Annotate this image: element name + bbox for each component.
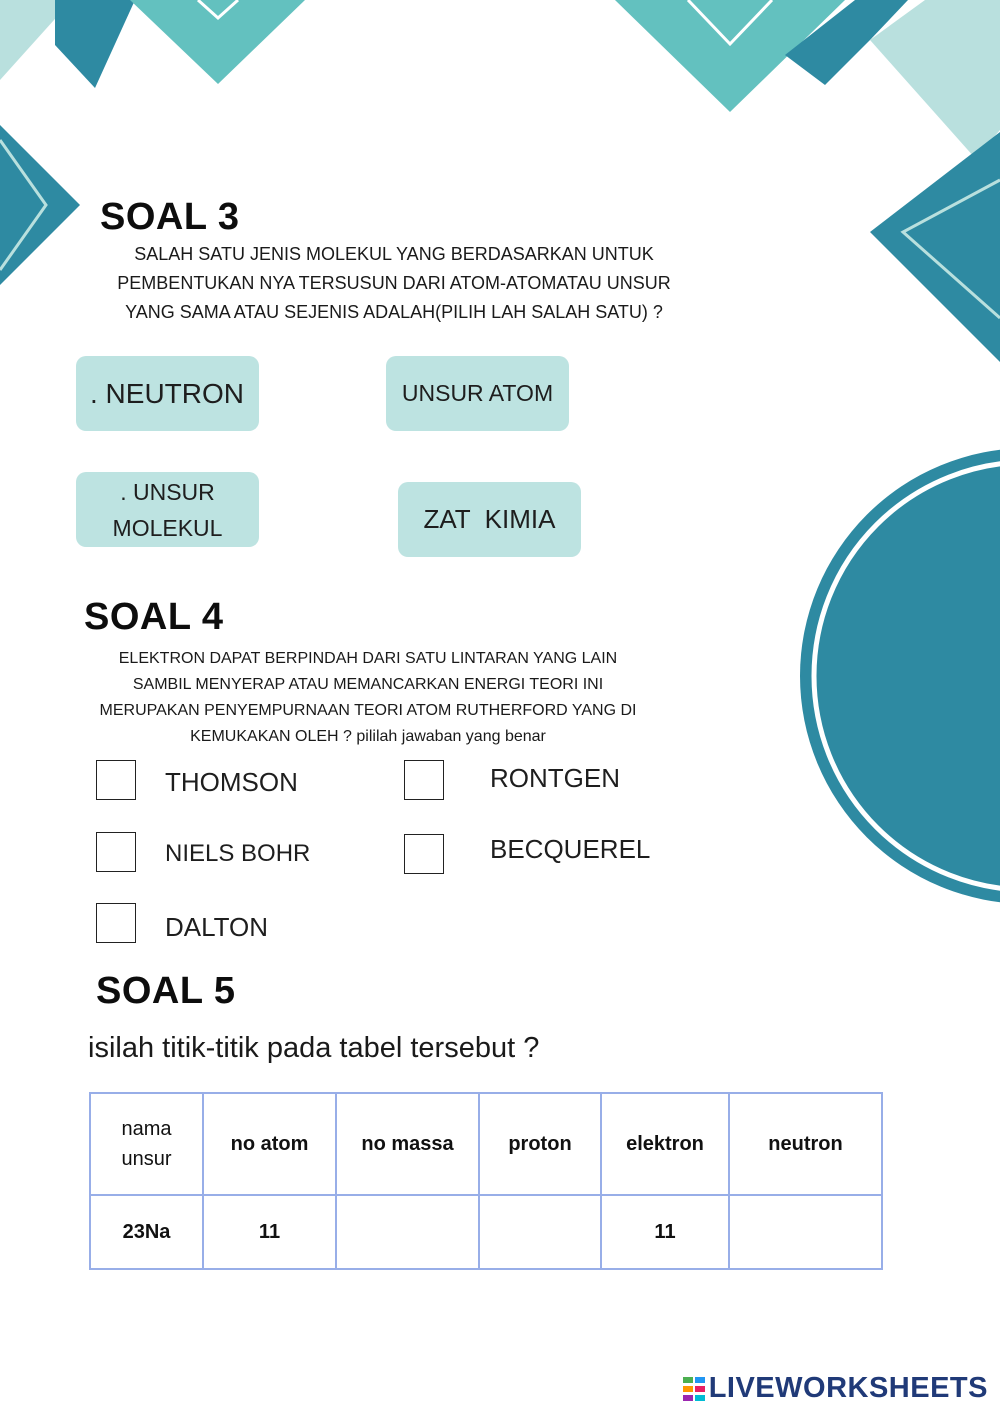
header-nama-unsur bbox=[90, 1093, 203, 1195]
table-row bbox=[90, 1195, 882, 1269]
cell-elektron: 11 bbox=[601, 1195, 729, 1269]
soal3-option-unsur-molekul[interactable] bbox=[76, 472, 259, 547]
soal3-option-zat-kimia[interactable] bbox=[398, 482, 581, 557]
liveworksheets-logo-icon bbox=[683, 1375, 707, 1403]
soal3-heading: SOAL 3 bbox=[100, 196, 240, 238]
soal4-question-line: ELEKTRON DAPAT BERPINDAH DARI SATU LINTARAN YANG LAIN bbox=[118, 650, 618, 667]
soal4-question bbox=[50, 646, 686, 750]
option-label: . NEUTRON bbox=[90, 377, 244, 409]
option-label: ZAT KIMIA bbox=[423, 504, 556, 534]
deco-diamond-top-right-light bbox=[870, 0, 1000, 158]
deco-diamond-right bbox=[870, 132, 1000, 362]
option-label: . UNSUR MOLEKUL bbox=[112, 478, 223, 541]
checkbox-becquerel[interactable] bbox=[404, 834, 444, 874]
header-nama-unsur-label: nama unsur bbox=[121, 1118, 172, 1170]
choice-label-thomson: THOMSON bbox=[165, 767, 298, 797]
table-header-row bbox=[90, 1093, 882, 1195]
header-elektron: elektron bbox=[601, 1093, 729, 1195]
soal4-question-line: KEMUKAKAN OLEH ? pililah jawaban yang benar bbox=[190, 728, 546, 745]
soal3-question-line: YANG SAMA ATAU SEJENIS ADALAH(PILIH LAH SALAH SATU) ? bbox=[125, 302, 663, 322]
choice-label-rontgen: RONTGEN bbox=[490, 763, 620, 793]
checkbox-dalton[interactable] bbox=[96, 903, 136, 943]
checkbox-thomson[interactable] bbox=[96, 760, 136, 800]
soal4-question-line: SAMBIL MENYERAP ATAU MEMANCARKAN ENERGI TEORI INI bbox=[132, 676, 604, 693]
checkbox-rontgen[interactable] bbox=[404, 760, 444, 800]
soal5-instruction: isilah titik-titik pada tabel tersebut ? bbox=[88, 1032, 540, 1064]
soal5-heading: SOAL 5 bbox=[96, 970, 236, 1012]
cell-neutron-input[interactable] bbox=[729, 1195, 882, 1269]
deco-diamond-top-left-dark bbox=[55, 0, 135, 88]
header-no-atom: no atom bbox=[203, 1093, 336, 1195]
liveworksheets-logo bbox=[683, 1372, 988, 1405]
header-neutron: neutron bbox=[729, 1093, 882, 1195]
soal5-table bbox=[89, 1092, 883, 1270]
deco-circle-outer bbox=[800, 448, 1000, 904]
choice-label-niels-bohr: NIELS BOHR bbox=[165, 840, 311, 867]
option-label: UNSUR ATOM bbox=[401, 380, 554, 406]
soal3-question-line: PEMBENTUKAN NYA TERSUSUN DARI ATOM-ATOMATAU UNSUR bbox=[117, 273, 671, 293]
cell-no-atom: 11 bbox=[203, 1195, 336, 1269]
soal4-question-line: MERUPAKAN PENYEMPURNAAN TEORI ATOM RUTHERFORD YANG DI bbox=[99, 702, 637, 719]
checkbox-niels-bohr[interactable] bbox=[96, 832, 136, 872]
liveworksheets-logo-text: LIVEWORKSHEETS bbox=[708, 1372, 988, 1404]
cell-proton-input[interactable] bbox=[479, 1195, 601, 1269]
header-proton: proton bbox=[479, 1093, 601, 1195]
soal3-option-neutron[interactable] bbox=[76, 356, 259, 431]
soal3-question-line: SALAH SATU JENIS MOLEKUL YANG BERDASARKAN UNTUK bbox=[134, 244, 654, 264]
soal3-question bbox=[60, 240, 728, 327]
cell-no-massa-input[interactable] bbox=[336, 1195, 479, 1269]
header-no-massa: no massa bbox=[336, 1093, 479, 1195]
cell-nama-unsur: 23Na bbox=[90, 1195, 203, 1269]
soal3-option-unsur-atom[interactable] bbox=[386, 356, 569, 431]
deco-diamond-top-left-teal bbox=[130, 0, 305, 84]
choice-label-becquerel: BECQUEREL bbox=[490, 834, 651, 864]
soal4-heading: SOAL 4 bbox=[84, 596, 224, 638]
choice-label-dalton: DALTON bbox=[165, 912, 269, 942]
